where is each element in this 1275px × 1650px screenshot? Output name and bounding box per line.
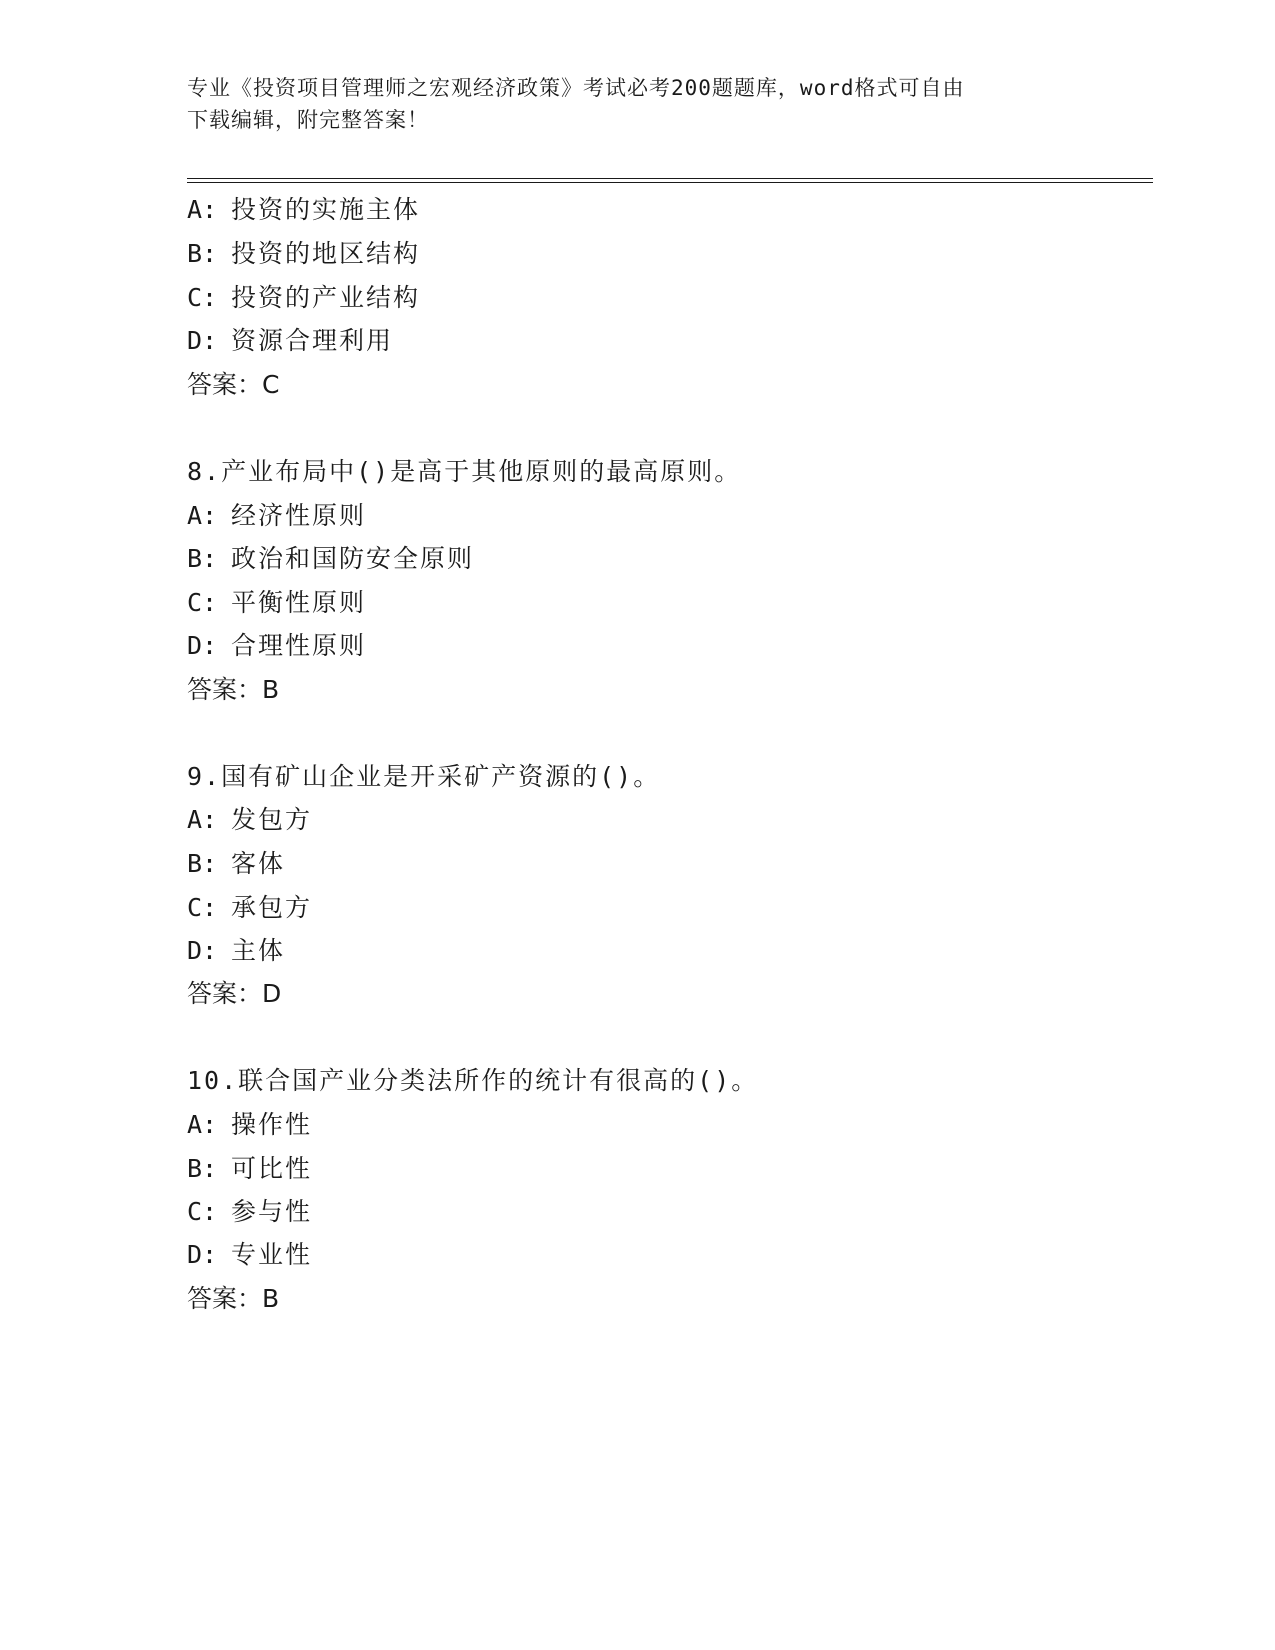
q7-answer: 答案：C [187, 370, 280, 399]
option-label: A: [187, 195, 218, 224]
option-label: C: [187, 893, 218, 922]
q9-option-d [187, 934, 285, 968]
document-header [187, 72, 1087, 136]
option-label: C: [187, 1197, 218, 1226]
option-label: D: [187, 1240, 218, 1269]
option-text: 客体 [231, 849, 286, 878]
option-text: 可比性 [231, 1154, 313, 1183]
q10-question: 10.联合国产业分类法所作的统计有很高的()。 [187, 1066, 759, 1095]
option-label: C: [187, 588, 218, 617]
option-text: 政治和国防安全原则 [231, 544, 475, 573]
q10-option-a [187, 1108, 312, 1142]
q7-option-a [187, 193, 420, 227]
q9-question: 9.国有矿山企业是开采矿产资源的()。 [187, 762, 661, 791]
q7-option-b [187, 237, 420, 271]
option-label: D: [187, 631, 218, 660]
q9-option-b [187, 847, 285, 881]
q10-option-c [187, 1195, 312, 1229]
q8-option-c [187, 586, 366, 620]
option-label: C: [187, 283, 218, 312]
option-text: 资源合理利用 [231, 326, 394, 355]
option-label: A: [187, 501, 218, 530]
option-text: 经济性原则 [231, 501, 367, 530]
option-label: A: [187, 1110, 218, 1139]
q7-option-d [187, 324, 393, 358]
option-text: 投资的产业结构 [231, 283, 421, 312]
q10-option-d [187, 1238, 312, 1272]
option-text: 投资的地区结构 [231, 239, 421, 268]
option-label: B: [187, 544, 218, 573]
option-text: 合理性原则 [231, 631, 367, 660]
option-text: 承包方 [231, 893, 313, 922]
header-line-1: 专业《投资项目管理师之宏观经济政策》考试必考200题题库，word格式可自由 [187, 76, 965, 100]
q7-option-c [187, 281, 420, 315]
q9-answer: 答案：D [187, 979, 282, 1008]
q8-option-b [187, 542, 474, 576]
option-text: 发包方 [231, 805, 313, 834]
q9-option-a [187, 803, 312, 837]
q10-option-b [187, 1152, 312, 1186]
option-label: D: [187, 326, 218, 355]
option-text: 参与性 [231, 1197, 313, 1226]
q8-answer: 答案：B [187, 675, 280, 704]
option-label: A: [187, 805, 218, 834]
option-text: 平衡性原则 [231, 588, 367, 617]
option-text: 专业性 [231, 1240, 313, 1269]
option-text: 主体 [231, 936, 286, 965]
q8-question: 8.产业布局中()是高于其他原则的最高原则。 [187, 457, 742, 486]
q8-option-a [187, 499, 366, 533]
header-divider-top [187, 178, 1153, 179]
q8-option-d [187, 629, 366, 663]
q9-option-c [187, 891, 312, 925]
header-divider-bottom [187, 182, 1153, 183]
option-label: B: [187, 1154, 218, 1183]
header-line-2: 下载编辑，附完整答案！ [187, 108, 429, 132]
option-label: D: [187, 936, 218, 965]
option-label: B: [187, 239, 218, 268]
option-label: B: [187, 849, 218, 878]
option-text: 投资的实施主体 [231, 195, 421, 224]
option-text: 操作性 [231, 1110, 313, 1139]
q10-answer: 答案：B [187, 1284, 280, 1313]
